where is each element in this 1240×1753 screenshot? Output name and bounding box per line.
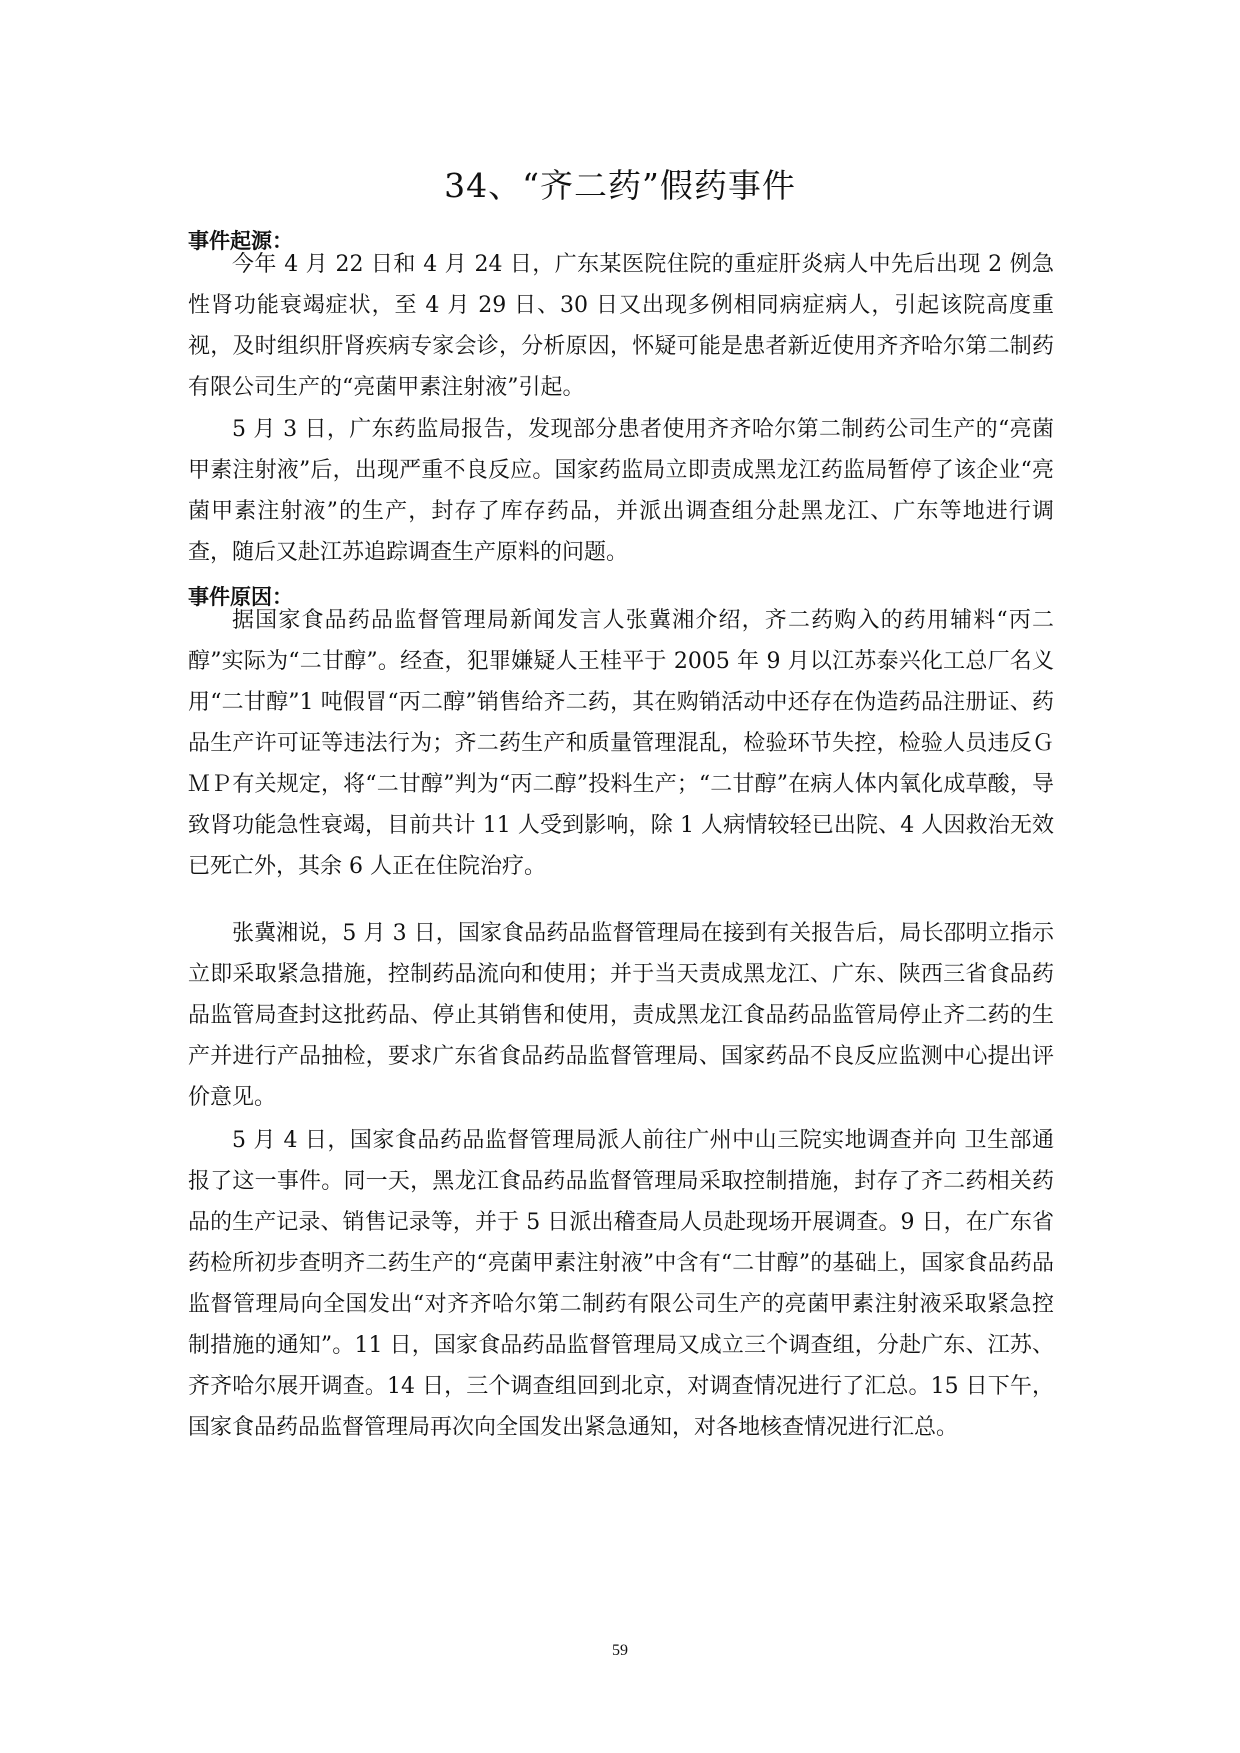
document-title: 34、“齐二药”假药事件 xyxy=(444,166,796,205)
paragraph: 张冀湘说，5 月 3 日，国家食品药品监督管理局在接到有关报告后，局长邵明立指示立即采取紧急措施，控制药品流向和使用；并于当天责成黑龙江、广东、陕西三省食品药品监管局查封这批药品、停止其销售和使用，责成黑龙江食品药品监管局停止齐二药的生产并进行产品抽检，要求广东省食品药品监督管理局、国家药品不良反应监测中心提出评价意见。 xyxy=(188,921,1054,1110)
paragraph: 据国家食品药品监督管理局新闻发言人张冀湘介绍，齐二药购入的药用辅料“丙二醇”实际为“二甘醇”。经查，犯罪嫌疑人王桂平于 2005 年 9 月以江苏泰兴化工总厂名义用“二甘醇”1 吨假冒“丙二醇”销售给齐二药，其在购销活动中还存在伪造药品注册证、药品生产许可证等违法行为；齐二药生产和质量管理混乱，检验环节失控，检验人员违反ＧＭＰ有关规定，将“二甘醇”判为“丙二醇”投料生产；“二甘醇”在病人体内氧化成草酸，导致肾功能急性衰竭，目前共计 11 人受到影响，除 1 人病情较轻已出院、4 人因救治无效已死亡外，其余 6 人正在住院治疗。 xyxy=(188,608,1054,879)
paragraph: 5 月 3 日，广东药监局报告，发现部分患者使用齐齐哈尔第二制药公司生产的“亮菌甲素注射液”后，出现严重不良反应。国家药监局立即责成黑龙江药监局暂停了该企业“亮菌甲素注射液”的生产，封存了库存药品，并派出调查组分赴黑龙江、广东等地进行调查，随后又赴江苏追踪调查生产原料的问题。 xyxy=(188,417,1054,565)
paragraph: 5 月 4 日，国家食品药品监督管理局派人前往广州中山三院实地调查并向 卫生部通报了这一事件。同一天，黑龙江食品药品监督管理局采取控制措施，封存了齐二药相关药品的生产记录、销售记录等，并于 5 日派出稽查局人员赴现场开展调查。9 日，在广东省药检所初步查明齐二药生产的“亮菌甲素注射液”中含有“二甘醇”的基础上，国家食品药品监督管理局向全国发出“对齐齐哈尔第二制药有限公司生产的亮菌甲素注射液采取紧急控制措施的通知”。11 日，国家食品药品监督管理局又成立三个调查组，分赴广东、江苏、齐齐哈尔展开调查。14 日，三个调查组回到北京，对调查情况进行了汇总。15 日下午，国家食品药品监督管理局再次向全国发出紧急通知，对各地核查情况进行汇总。 xyxy=(188,1128,1054,1440)
section-heading-origin: 事件起源： xyxy=(188,229,293,253)
section-heading-cause: 事件原因： xyxy=(188,585,293,609)
paragraph: 今年 4 月 22 日和 4 月 24 日，广东某医院住院的重症肝炎病人中先后出现 2 例急性肾功能衰竭症状，至 4 月 29 日、30 日又出现多例相同病症病人，引起该院高度重视，及时组织肝肾疾病专家会诊，分析原因，怀疑可能是患者新近使用齐齐哈尔第二制药有限公司生产的“亮菌甲素注射液”引起。 xyxy=(188,252,1054,400)
page-number: 59 xyxy=(612,1642,628,1659)
